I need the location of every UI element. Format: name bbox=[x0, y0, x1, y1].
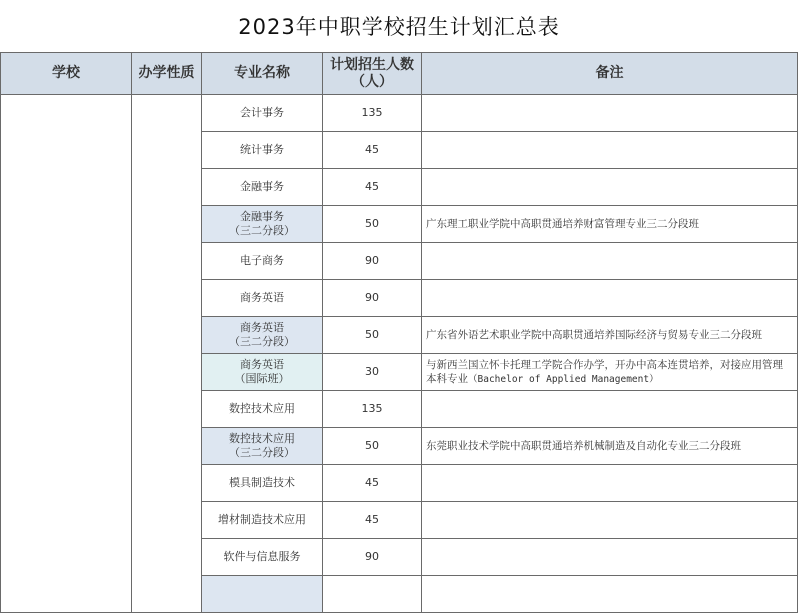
major-cell bbox=[202, 169, 323, 206]
major-cell-partial bbox=[202, 576, 323, 613]
note-cell bbox=[422, 391, 798, 428]
major-cell bbox=[202, 428, 323, 465]
note-cell bbox=[422, 132, 798, 169]
major-name: 商务英语 bbox=[240, 291, 284, 304]
count-cell: 90 bbox=[323, 539, 422, 576]
count-cell: 45 bbox=[323, 132, 422, 169]
major-cell bbox=[202, 465, 323, 502]
note-cell-partial bbox=[422, 576, 798, 613]
header-major: 专业名称 bbox=[202, 53, 323, 95]
count-cell: 30 bbox=[323, 354, 422, 391]
major-cell bbox=[202, 243, 323, 280]
note-cell bbox=[422, 539, 798, 576]
major-name: 电子商务 bbox=[240, 254, 284, 267]
major-name: 数控技术应用 bbox=[229, 432, 295, 445]
major-name: 金融事务 bbox=[240, 210, 284, 223]
major-cell bbox=[202, 391, 323, 428]
major-cell bbox=[202, 280, 323, 317]
major-cell bbox=[202, 354, 323, 391]
note-text: 与新西兰国立怀卡托理工学院合作办学，开办中高本连贯培养，对接应用管理本科专业 bbox=[426, 358, 783, 385]
major-name: 模具制造技术 bbox=[229, 476, 295, 489]
major-cell bbox=[202, 206, 323, 243]
major-subtitle: （国际班） bbox=[234, 372, 290, 385]
table-row bbox=[1, 95, 798, 132]
nature-cell bbox=[132, 95, 202, 613]
major-name: 会计事务 bbox=[240, 106, 284, 119]
note-cell bbox=[422, 243, 798, 280]
note-cell bbox=[422, 354, 798, 391]
note-cell bbox=[422, 465, 798, 502]
count-cell: 45 bbox=[323, 169, 422, 206]
count-cell: 45 bbox=[323, 465, 422, 502]
major-cell bbox=[202, 539, 323, 576]
count-cell: 50 bbox=[323, 317, 422, 354]
count-cell: 90 bbox=[323, 243, 422, 280]
note-cell bbox=[422, 502, 798, 539]
major-cell bbox=[202, 317, 323, 354]
major-name: 软件与信息服务 bbox=[223, 550, 301, 563]
note-cell: 广东理工职业学院中高职贯通培养财富管理专业三二分段班 bbox=[422, 206, 798, 243]
enrollment-table bbox=[0, 52, 798, 613]
table-header-row bbox=[1, 53, 798, 95]
major-name: 商务英语 bbox=[240, 358, 284, 371]
major-subtitle: （三二分段） bbox=[229, 224, 295, 237]
note-text-latin: （Bachelor of Applied Management） bbox=[468, 373, 659, 385]
major-cell bbox=[202, 132, 323, 169]
header-school: 学校 bbox=[1, 53, 132, 95]
count-cell: 50 bbox=[323, 206, 422, 243]
header-nature: 办学性质 bbox=[132, 53, 202, 95]
count-cell: 50 bbox=[323, 428, 422, 465]
major-cell bbox=[202, 502, 323, 539]
major-name: 商务英语 bbox=[240, 321, 284, 334]
major-name: 统计事务 bbox=[240, 143, 284, 156]
page-title: 2023年中职学校招生计划汇总表 bbox=[0, 0, 798, 53]
major-cell bbox=[202, 95, 323, 132]
major-name: 数控技术应用 bbox=[229, 402, 295, 415]
major-name: 金融事务 bbox=[240, 180, 284, 193]
count-cell: 45 bbox=[323, 502, 422, 539]
count-cell-partial bbox=[323, 576, 422, 613]
note-cell: 东莞职业技术学院中高职贯通培养机械制造及自动化专业三二分段班 bbox=[422, 428, 798, 465]
header-plan-count-line2: （人） bbox=[351, 73, 393, 90]
note-cell bbox=[422, 95, 798, 132]
major-name: 增材制造技术应用 bbox=[218, 513, 306, 526]
header-plan-count bbox=[323, 53, 422, 95]
major-subtitle: （三二分段） bbox=[229, 335, 295, 348]
note-cell bbox=[422, 169, 798, 206]
note-cell: 广东省外语艺术职业学院中高职贯通培养国际经济与贸易专业三二分段班 bbox=[422, 317, 798, 354]
header-plan-count-line1: 计划招生人数 bbox=[330, 56, 414, 73]
count-cell: 135 bbox=[323, 391, 422, 428]
major-subtitle: （三二分段） bbox=[229, 446, 295, 459]
school-cell bbox=[1, 95, 132, 613]
header-note: 备注 bbox=[422, 53, 798, 95]
note-cell bbox=[422, 280, 798, 317]
count-cell: 135 bbox=[323, 95, 422, 132]
count-cell: 90 bbox=[323, 280, 422, 317]
